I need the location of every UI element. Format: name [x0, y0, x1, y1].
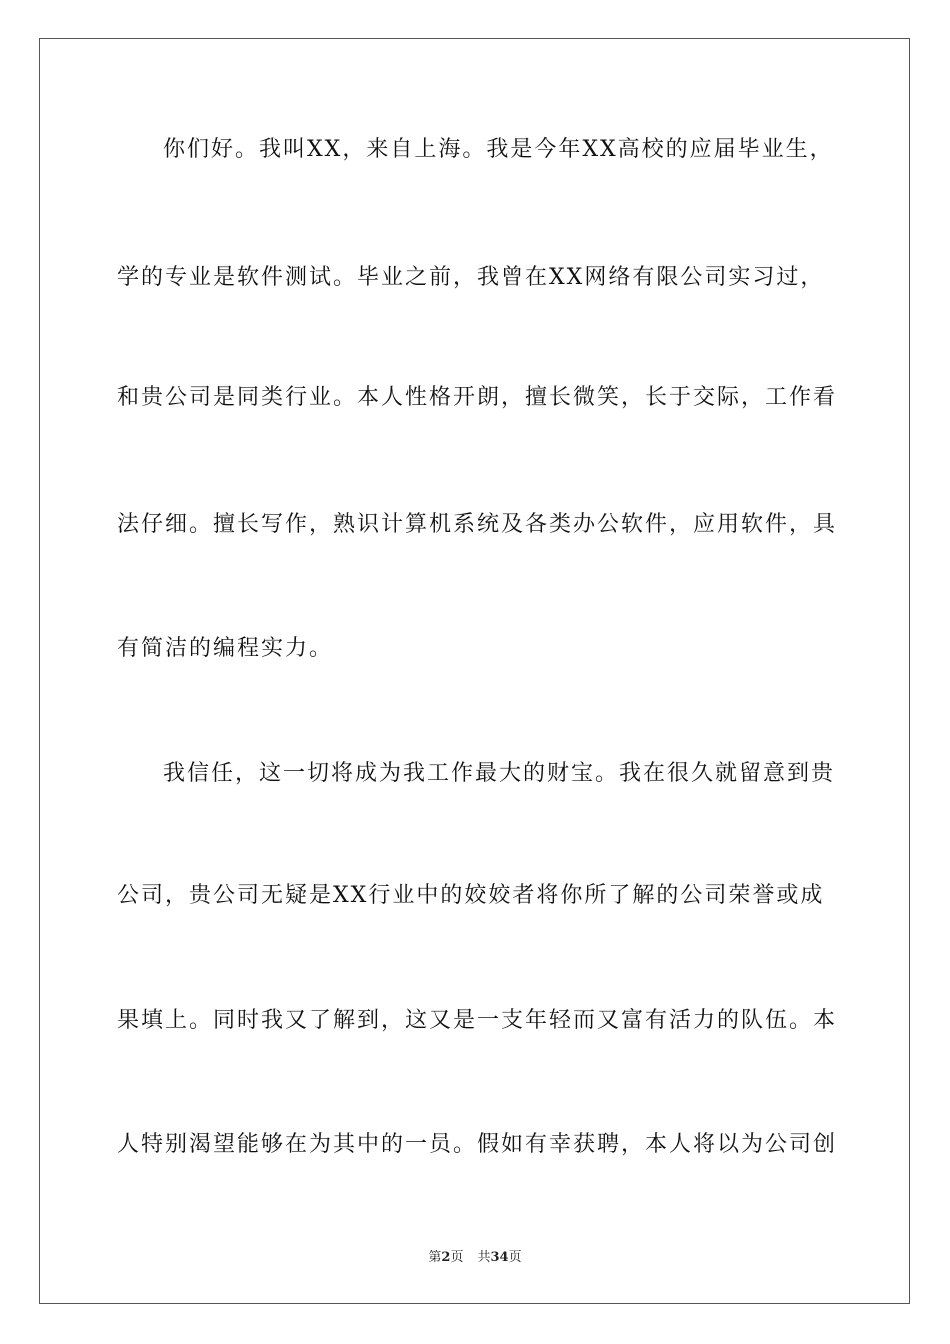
total-pages: 34 [490, 1250, 509, 1265]
total-prefix: 共 [477, 1250, 491, 1265]
paragraph-1-line-4: 法仔细。擅长写作，熟识计算机系统及各类办公软件，应用软件，具 [117, 512, 838, 537]
paragraph-2-line-3: 果填上。同时我又了解到，这又是一支年轻而又富有活力的队伍。本 [117, 1008, 838, 1033]
paragraph-1-line-1: 你们好。我叫XX，来自上海。我是今年XX高校的应届毕业生， [163, 137, 834, 162]
paragraph-2-line-4: 人特别渴望能够在为其中的一员。假如有幸获聘，本人将以为公司创 [117, 1132, 838, 1157]
page-prefix: 第 [428, 1250, 442, 1265]
page-number: 2 [441, 1250, 451, 1265]
paragraph-2-line-1: 我信任，这一切将成为我工作最大的财宝。我在很久就留意到贵 [163, 761, 836, 786]
paragraph-2-line-2: 公司，贵公司无疑是XX行业中的姣姣者将你所了解的公司荣誉或成 [117, 883, 825, 908]
page-suffix: 页 [450, 1250, 464, 1265]
page-border [39, 38, 910, 1304]
paragraph-1-line-3: 和贵公司是同类行业。本人性格开朗，擅长微笑，长于交际，工作看 [117, 385, 838, 410]
total-suffix: 页 [508, 1250, 522, 1265]
paragraph-1-line-2: 学的专业是软件测试。毕业之前，我曾在XX网络有限公司实习过， [117, 265, 825, 290]
paragraph-1-line-5: 有简洁的编程实力。 [117, 636, 334, 661]
page-footer [0, 1246, 950, 1265]
